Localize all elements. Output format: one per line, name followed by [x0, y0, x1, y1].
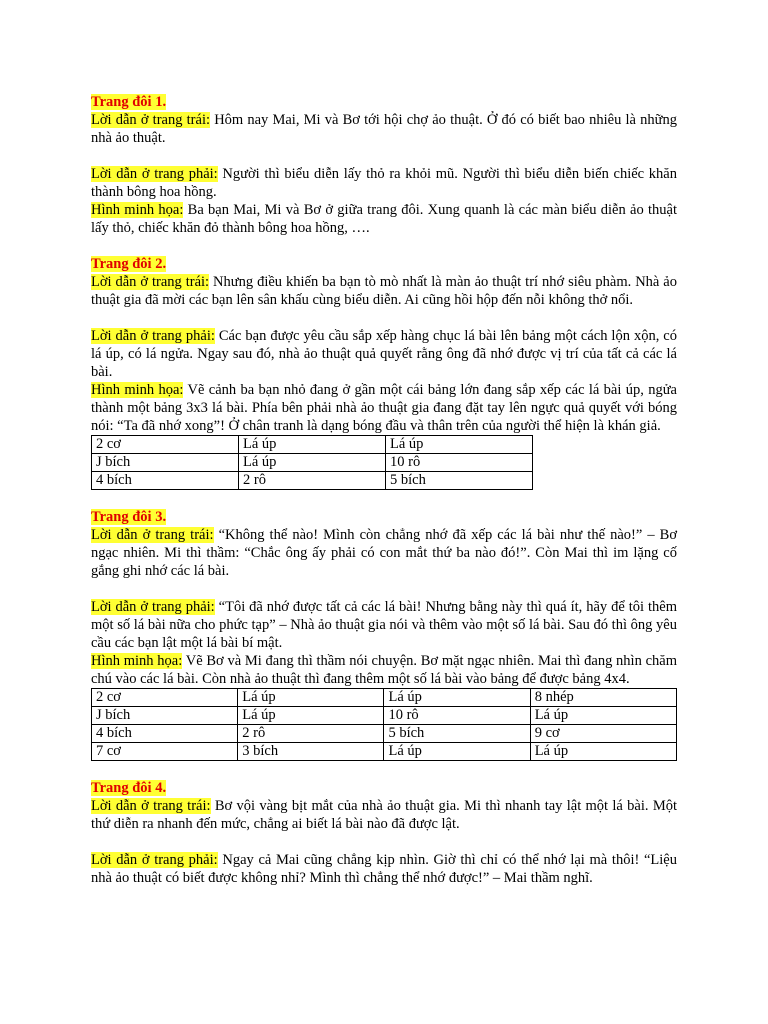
spread-1-left-paragraph: [91, 111, 677, 147]
table-row: [92, 436, 533, 454]
card-table-3x3: [91, 435, 533, 490]
illustration-label: Hình minh họa:: [91, 202, 184, 218]
spread-2-illustration-paragraph: [91, 381, 677, 435]
table-row: [92, 689, 677, 707]
spread-2-left-paragraph: [91, 273, 677, 309]
spread-3-heading: Trang đôi 3.: [91, 509, 167, 525]
table-cell: 2 cơ: [92, 689, 238, 707]
table-row: [92, 454, 533, 472]
spread-1-heading: Trang đôi 1.: [91, 94, 167, 110]
illustration-text: Ba bạn Mai, Mi và Bơ ở giữa trang đôi. Xung quanh là các màn biểu diễn ảo thuật lấy thỏ, chiếc khăn đỏ thành bông hoa hồng, ….: [91, 202, 677, 236]
table-cell: Lá úp: [384, 743, 530, 761]
spread-2-right-paragraph: [91, 327, 677, 381]
table-row: [92, 472, 533, 490]
table-cell: 2 rô: [238, 725, 384, 743]
table-cell: 2 rô: [239, 472, 386, 490]
left-text: “Không thể nào! Mình còn chẳng nhớ đã xếp các lá bài như thế nào!” – Bơ ngạc nhiên. Mi thì thầm: “Chắc ông ấy phải có con mắt thứ ba nào đó!”. Còn Mai thì im lặng cố gắng ghi nhớ các lá bài.: [91, 527, 677, 579]
left-label: Lời dẫn ở trang trái:: [91, 112, 211, 128]
illustration-text: Vẽ cảnh ba bạn nhỏ đang ở gần một cái bảng lớn đang sắp xếp các lá bài úp, ngửa thành một bảng 3x3 lá bài. Phía bên phải nhà ảo thuật gia đang đặt tay lên ngực quả quyết với bóng nói: “Ta đã nhớ xong”! Ở chân tranh là dạng bóng đầu và thân trên của người thể hiện là khán giả.: [91, 382, 677, 434]
left-text: Nhưng điều khiến ba bạn tò mò nhất là màn ảo thuật trí nhớ siêu phàm. Nhà ảo thuật gia đã mời các bạn lên sân khấu cùng biểu diễn. Ai cũng hồi hộp đến nỗi không thở nổi.: [91, 274, 677, 308]
document-body: [91, 93, 677, 887]
card-table-4x4: [91, 688, 677, 761]
table-cell: 9 cơ: [530, 725, 676, 743]
table-cell: J bích: [92, 707, 238, 725]
right-label: Lời dẫn ở trang phải:: [91, 328, 215, 344]
table-cell: Lá úp: [238, 689, 384, 707]
table-row: [92, 725, 677, 743]
left-text: Bơ vội vàng bịt mắt của nhà ảo thuật gia. Mi thì nhanh tay lật một lá bài. Một thứ diễn ra nhanh đến mức, chẳng ai biết lá bài nào đã được lật.: [91, 798, 677, 832]
table-cell: 2 cơ: [92, 436, 239, 454]
illustration-label: Hình minh họa:: [91, 653, 183, 669]
right-text: Các bạn được yêu cầu sắp xếp hàng chục lá bài lên bảng một cách lộn xộn, có lá úp, có lá ngửa. Ngay sau đó, nhà ảo thuật quả quyết rằng ông đã nhớ được vị trí của tất cả các lá bài.: [91, 328, 677, 380]
table-row: [92, 743, 677, 761]
right-label: Lời dẫn ở trang phải:: [91, 166, 218, 182]
left-label: Lời dẫn ở trang trái:: [91, 274, 210, 290]
spread-4-heading: Trang đôi 4.: [91, 780, 167, 796]
table-cell: 3 bích: [238, 743, 384, 761]
spread-3-right-paragraph: [91, 598, 677, 652]
table-cell: J bích: [92, 454, 239, 472]
table-cell: 10 rô: [384, 707, 530, 725]
right-label: Lời dẫn ở trang phải:: [91, 852, 218, 868]
table-cell: Lá úp: [238, 707, 384, 725]
spread-3-illustration-paragraph: [91, 652, 677, 688]
left-label: Lời dẫn ở trang trái:: [91, 798, 211, 814]
table-cell: 8 nhép: [530, 689, 676, 707]
table-cell: 5 bích: [386, 472, 533, 490]
table-cell: 4 bích: [92, 472, 239, 490]
table-cell: 5 bích: [384, 725, 530, 743]
table-cell: Lá úp: [384, 689, 530, 707]
right-text: Người thì biểu diễn lấy thỏ ra khỏi mũ. Người thì biểu diễn biến chiếc khăn thành bông hoa hồng.: [91, 166, 677, 200]
spread-1-right-paragraph: [91, 165, 677, 201]
left-label: Lời dẫn ở trang trái:: [91, 527, 214, 543]
left-text: Hôm nay Mai, Mi và Bơ tới hội chợ ảo thuật. Ở đó có biết bao nhiêu là những nhà ảo thuật.: [91, 112, 677, 146]
right-label: Lời dẫn ở trang phải:: [91, 599, 215, 615]
table-cell: Lá úp: [239, 436, 386, 454]
right-text: Ngay cả Mai cũng chẳng kịp nhìn. Giờ thì chỉ có thể nhớ lại mà thôi! “Liệu nhà ảo thuật có biết được không nhỉ? Mình thì chẳng thể nhớ được!” – Mai thầm nghĩ.: [91, 852, 677, 886]
spread-2-heading: Trang đôi 2.: [91, 256, 167, 272]
illustration-label: Hình minh họa:: [91, 382, 184, 398]
spread-3-left-paragraph: [91, 526, 677, 580]
spread-1-illustration-paragraph: [91, 201, 677, 237]
illustration-text: Vẽ Bơ và Mi đang thì thầm nói chuyện. Bơ mặt ngạc nhiên. Mai thì đang nhìn chăm chú vào các lá bài. Còn nhà ảo thuật thì đang thêm một số lá bài vào bảng để được bảng 4x4.: [91, 653, 677, 687]
table-cell: 4 bích: [92, 725, 238, 743]
table-row: [92, 707, 677, 725]
spread-4-right-paragraph: [91, 851, 677, 887]
table-cell: Lá úp: [239, 454, 386, 472]
table-cell: 7 cơ: [92, 743, 238, 761]
right-text: “Tôi đã nhớ được tất cả các lá bài! Nhưng bằng này thì quá ít, hãy để tôi thêm một số lá bài nữa cho phức tạp” – Nhà ảo thuật gia nói và thêm vào một số lá bài. Sau đó thì ông yêu cầu các bạn lật một lá bài bí mật.: [91, 599, 677, 651]
spread-4-left-paragraph: [91, 797, 677, 833]
table-cell: 10 rô: [386, 454, 533, 472]
table-cell: Lá úp: [386, 436, 533, 454]
table-cell: Lá úp: [530, 743, 676, 761]
table-cell: Lá úp: [530, 707, 676, 725]
